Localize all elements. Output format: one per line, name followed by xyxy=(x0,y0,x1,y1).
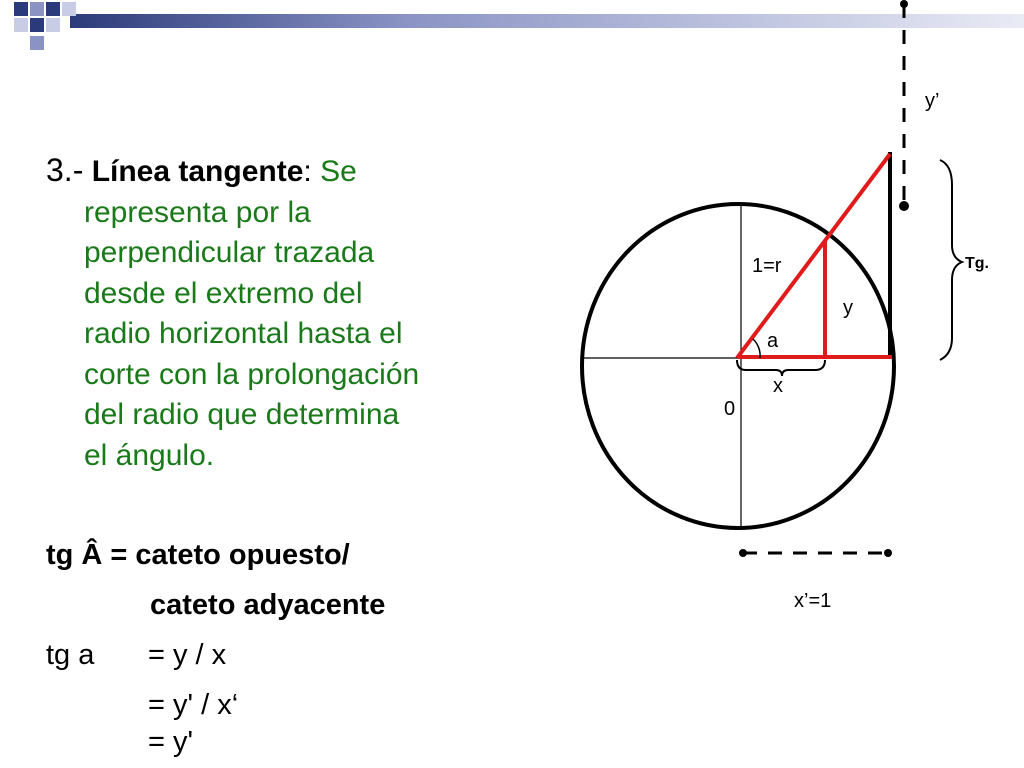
y-prime-endpoint xyxy=(899,201,909,211)
x-brace xyxy=(737,360,825,376)
formula-line-5: = y' xyxy=(148,726,194,758)
bullet-line: perpendicular trazada xyxy=(84,236,375,269)
label-x-prime: x’=1 xyxy=(794,590,832,612)
bullet-colon: : xyxy=(303,155,312,188)
tg-brace xyxy=(940,160,962,360)
label-tg: Tg. xyxy=(965,255,989,272)
label-y: y xyxy=(843,297,853,319)
bullet-lead-word: Se xyxy=(320,155,357,188)
bullet-line: corte con la prolongación xyxy=(84,357,420,391)
formula-line-1: tg Â = cateto opuesto/ xyxy=(46,539,350,571)
x-prime-endpoint xyxy=(884,549,892,557)
formula-line-4: = y' / x‘ xyxy=(148,689,239,721)
bullet-line: radio horizontal hasta el xyxy=(84,317,403,350)
formula-line-3-right: = y / x xyxy=(148,639,227,671)
bullet-line: desde el extremo del xyxy=(84,276,363,310)
bullet-line: del radio que determina xyxy=(84,398,400,431)
label-x: x xyxy=(773,375,783,397)
bullet-term: Línea tangente xyxy=(91,155,304,188)
bullet-line: representa por la xyxy=(84,195,311,229)
formula-line-3-left: tg a xyxy=(46,639,95,671)
label-y-prime: y’ xyxy=(925,90,940,112)
bullet-number: 3.- xyxy=(46,152,84,188)
formula-line-2: cateto adyacente xyxy=(150,589,386,621)
x-prime-endpoint xyxy=(739,549,747,557)
label-angle: a xyxy=(767,330,779,352)
label-radius: 1=r xyxy=(752,255,782,277)
y-prime-endpoint xyxy=(900,0,908,8)
label-origin: 0 xyxy=(724,398,736,420)
bullet-line: el ángulo. xyxy=(84,438,215,472)
